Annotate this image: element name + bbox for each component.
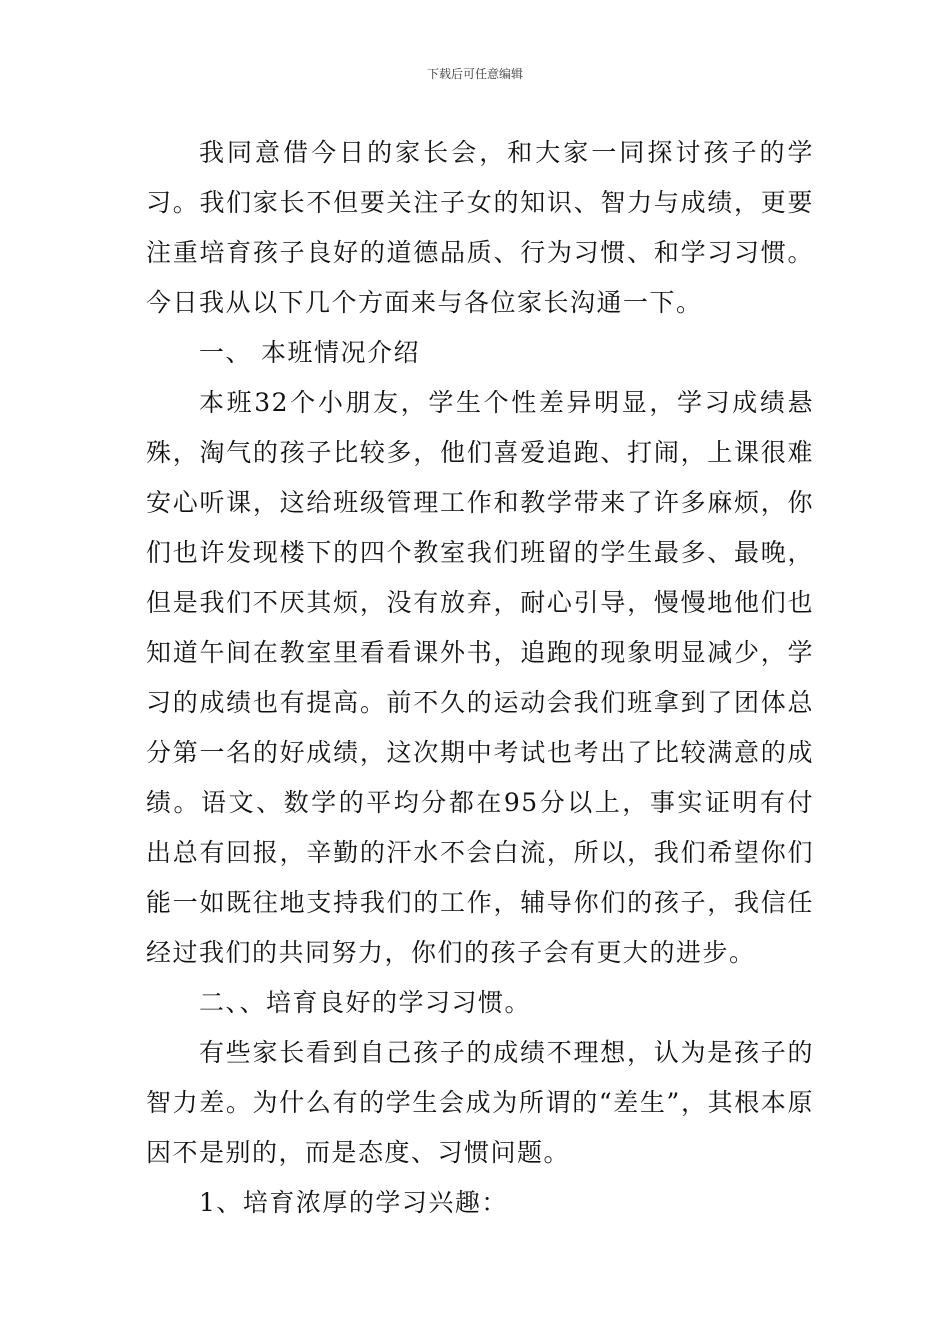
- section-2-paragraph: 有些家长看到自己孩子的成绩不理想，认为是孩子的智力差。为什么有的学生会成为所谓的“差生”，其根本原因不是别的，而是态度、习惯问题。: [146, 1038, 814, 1167]
- section-number-1: 一、: [199, 338, 253, 367]
- section-1-paragraph: 本班32个小朋友，学生个性差异明显，学习成绩悬殊，淘气的孩子比较多，他们喜爱追跑、打闹，上课很难安心听课，这给班级管理工作和教学带来了许多麻烦，你们也许发现楼下的四个教室我们班留的学生最多、最晚，但是我们不厌其烦，没有放弃，耐心引导，慢慢地他们也知道午间在教室里看看课外书，追跑的现象明显减少，学习的成绩也有提高。前不久的运动会我们班拿到了团体总分第一名的好成绩，这次期中考试也考出了比较满意的成绩。语文、数学的平均分都在95分以上，事实证明有付出总有回报，辛勤的汗水不会白流，所以，我们希望你们能一如既往地支持我们的工作，辅导你们的孩子，我信任经过我们的共同努力，你们的孩子会有更大的进步。: [146, 388, 814, 967]
- subsection-heading-1: 1、培育浓厚的学习兴趣：: [199, 1188, 508, 1217]
- section-heading-2: 二、、培育良好的学习习惯。: [199, 988, 532, 1017]
- intro-paragraph: 我同意借今日的家长会，和大家一同探讨孩子的学习。我们家长不但要关注子女的知识、智力与成绩，更要注重培育孩子良好的道德品质、行为习惯、和学习习惯。今日我从以下几个方面来与各位家长沟通一下。: [146, 138, 814, 317]
- page-header: 下载后可任意编辑: [426, 67, 523, 81]
- document-body: [146, 128, 814, 1228]
- section-title-1: 本班情况介绍: [261, 338, 421, 367]
- section-heading-1: [146, 328, 814, 378]
